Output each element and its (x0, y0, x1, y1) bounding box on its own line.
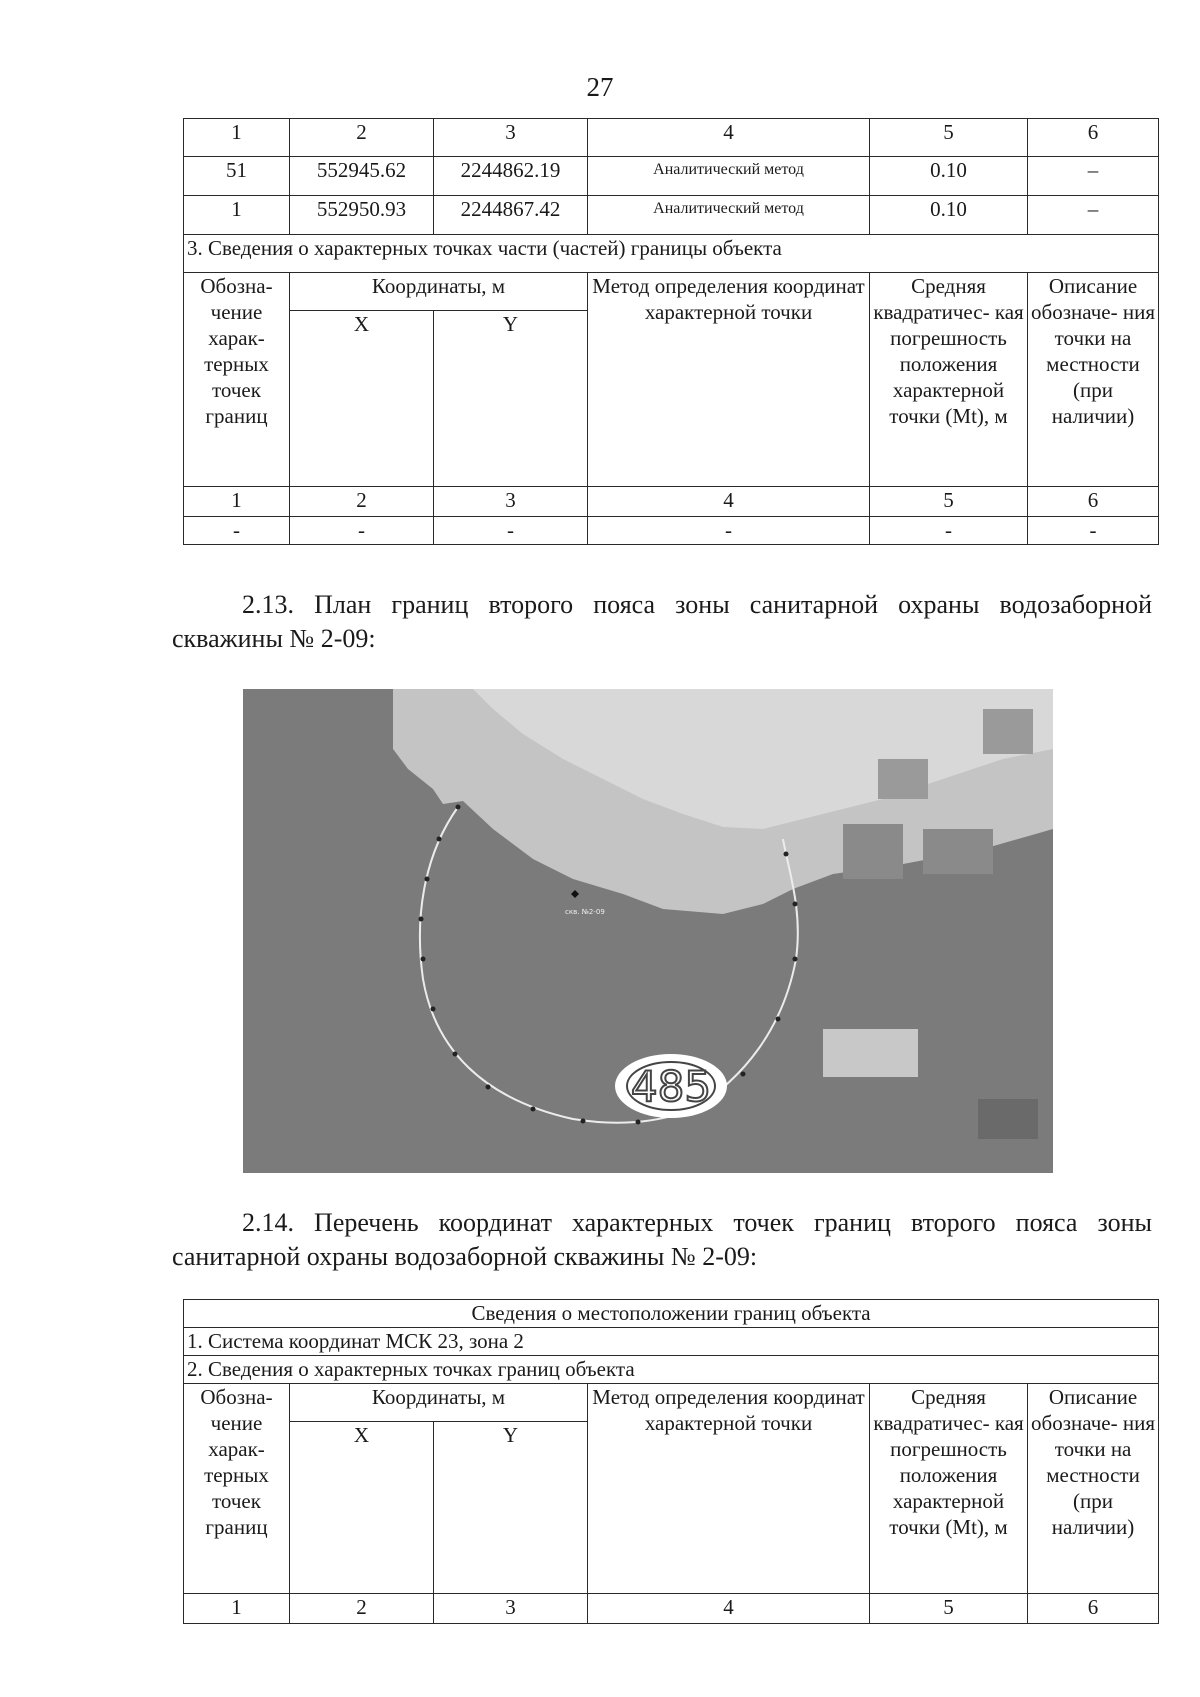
col-number: 1 (184, 119, 290, 157)
empty-cell: - (434, 517, 588, 545)
col-number: 3 (434, 487, 588, 517)
table-row (184, 157, 1159, 196)
method: Аналитический метод (588, 157, 870, 196)
description-header: Описание обозначе- ния точки на местности (при наличии) (1028, 273, 1159, 487)
header-row (184, 1384, 1159, 1422)
designation-header: Обозна- чение харак- терных точек границ (184, 273, 290, 487)
table-title: Сведения о местоположении границ объекта (184, 1300, 1159, 1328)
map-building (983, 709, 1033, 754)
col-number: 1 (184, 487, 290, 517)
col-number: 6 (1028, 1594, 1159, 1624)
map-building (823, 1029, 918, 1077)
paragraph-2-14 (172, 1206, 1152, 1274)
col-number: 6 (1028, 487, 1159, 517)
method-header: Метод определения координат характерной точки (588, 273, 870, 487)
point-id: 51 (184, 157, 290, 196)
label-485 (615, 1054, 727, 1118)
method: Аналитический метод (588, 196, 870, 235)
numbers-row (184, 1594, 1159, 1624)
col-number: 2 (290, 119, 434, 157)
mt-value: 0.10 (870, 196, 1028, 235)
page-number: 27 (586, 72, 614, 102)
section-2-title: 2. Сведения о характерных точках границ объекта (184, 1356, 1159, 1384)
mt-header: Средняя квадратичес- кая погрешность положения характерной точки (Mt), м (870, 1384, 1028, 1594)
empty-cell: - (1028, 517, 1159, 545)
map-building (843, 824, 903, 879)
x-header: X (290, 1422, 434, 1594)
col-number: 5 (870, 487, 1028, 517)
map-building (878, 759, 928, 799)
description: – (1028, 196, 1159, 235)
col-number: 4 (588, 119, 870, 157)
col-number: 4 (588, 1594, 870, 1624)
header-row (184, 273, 1159, 311)
paragraph-2-14-text: 2.14. Перечень координат характерных точек границ второго пояса зоны санитарной охраны водозаборной скважины № 2-09: (172, 1208, 1152, 1271)
section-3-title: 3. Сведения о характерных точках части (частей) границы объекта (184, 235, 1159, 273)
mt-value: 0.10 (870, 157, 1028, 196)
boundary-map (243, 689, 1053, 1173)
empty-cell: - (184, 517, 290, 545)
description: – (1028, 157, 1159, 196)
x-header: X (290, 311, 434, 487)
header-numbers-row (184, 119, 1159, 157)
map-building (978, 1099, 1038, 1139)
col-number: 5 (870, 119, 1028, 157)
paragraph-2-13-text: 2.13. План границ второго пояса зоны санитарной охраны водозаборной скважины № 2-09: (172, 590, 1152, 653)
col-number: 3 (434, 119, 588, 157)
coordinates-table-top (183, 118, 1159, 545)
empty-cell: - (870, 517, 1028, 545)
numbers-row (184, 487, 1159, 517)
section-row (184, 235, 1159, 273)
coordinates-table-bottom (183, 1299, 1159, 1624)
coord-x: 552950.93 (290, 196, 434, 235)
description-header: Описание обозначе- ния точки на местности (при наличии) (1028, 1384, 1159, 1594)
table-row (184, 196, 1159, 235)
coord-x: 552945.62 (290, 157, 434, 196)
empty-cell: - (588, 517, 870, 545)
title-row (184, 1300, 1159, 1328)
system-row (184, 1328, 1159, 1356)
col-number: 2 (290, 1594, 434, 1624)
coords-header: Координаты, м (290, 273, 588, 311)
coordinate-system: 1. Система координат МСК 23, зона 2 (184, 1328, 1159, 1356)
coords-header: Координаты, м (290, 1384, 588, 1422)
designation-header: Обозна- чение харак- терных точек границ (184, 1384, 290, 1594)
well-label: скв. №2-09 (565, 908, 605, 916)
col-number: 2 (290, 487, 434, 517)
point-id: 1 (184, 196, 290, 235)
col-number: 1 (184, 1594, 290, 1624)
y-header: Y (434, 311, 588, 487)
map-building (923, 829, 993, 874)
empty-cell: - (290, 517, 434, 545)
coord-y: 2244862.19 (434, 157, 588, 196)
col-number: 4 (588, 487, 870, 517)
paragraph-2-13 (172, 588, 1152, 656)
coord-y: 2244867.42 (434, 196, 588, 235)
y-header: Y (434, 1422, 588, 1594)
label-485-text: 485 (630, 1062, 712, 1111)
col-number: 5 (870, 1594, 1028, 1624)
section-row (184, 1356, 1159, 1384)
col-number: 6 (1028, 119, 1159, 157)
col-number: 3 (434, 1594, 588, 1624)
empty-row (184, 517, 1159, 545)
mt-header: Средняя квадратичес- кая погрешность положения характерной точки (Mt), м (870, 273, 1028, 487)
method-header: Метод определения координат характерной точки (588, 1384, 870, 1594)
